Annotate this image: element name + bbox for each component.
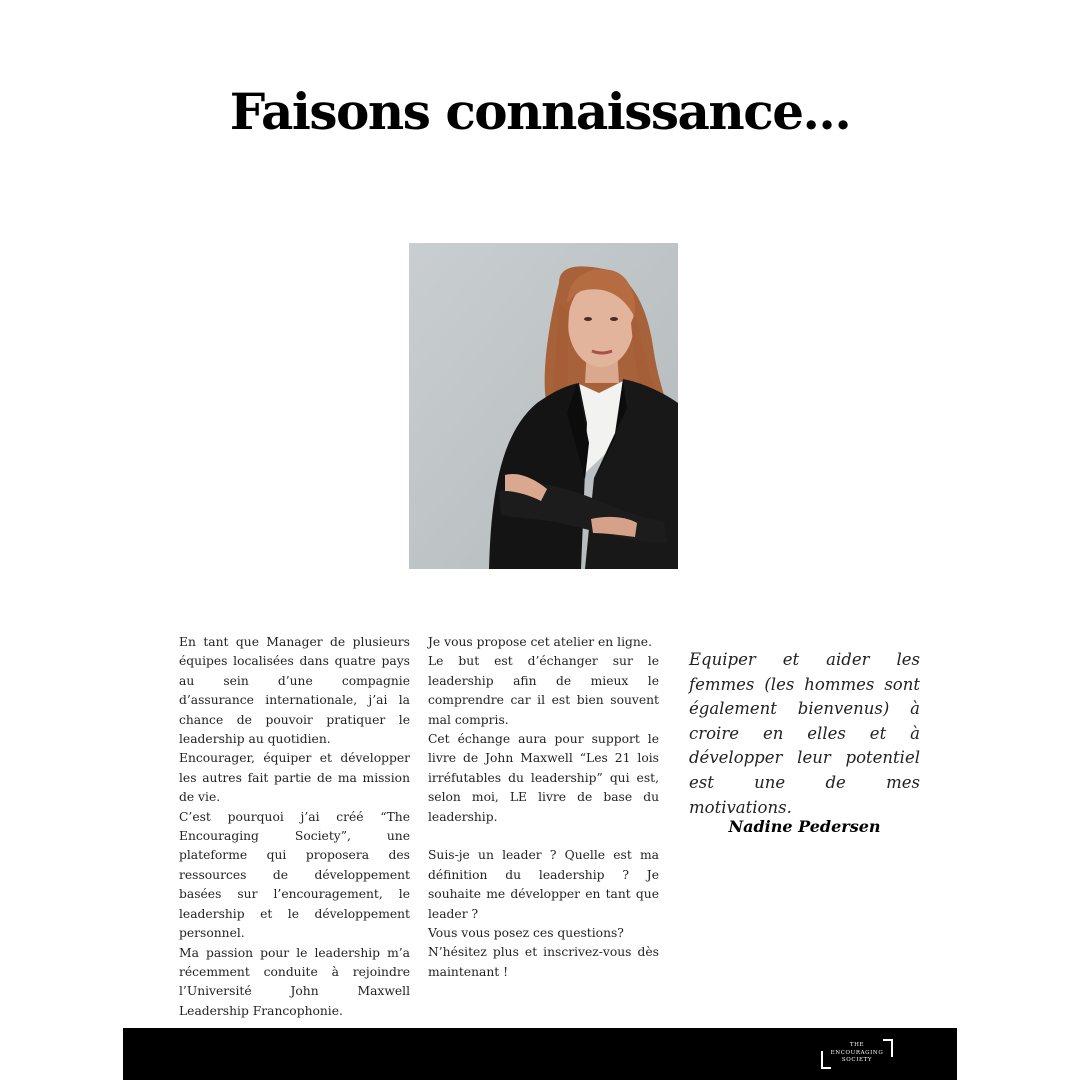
logo-text xyxy=(821,1042,893,1065)
portrait-illustration xyxy=(409,243,678,569)
logo-line: THE xyxy=(849,1042,865,1048)
motivation-quote: Equiper et aider les femmes (les hommes sont également bienvenus) à croire en elles et à développer leur potentiel est une de mes motivations. xyxy=(689,650,920,817)
paragraph: Suis-je un leader ? Quelle est ma définition du leadership ? Je souhaite me développer en tant que leader ? xyxy=(428,848,659,921)
encouraging-society-logo xyxy=(821,1039,893,1069)
paragraph: Le but est d’échanger sur le leadership afin de mieux le comprendre car il est bien souvent mal compris. xyxy=(428,654,659,727)
paragraph: En tant que Manager de plusieurs équipes localisées dans quatre pays au sein d’une compagnie d’assurance internationale, j’ai la chance de pouvoir pratiquer le leadership au quotidien. xyxy=(179,635,410,747)
paragraph-spacer xyxy=(428,827,659,846)
logo-line: SOCIETY xyxy=(841,1057,873,1063)
intro-column-middle xyxy=(428,633,659,982)
portrait-photo xyxy=(409,243,678,569)
paragraph: Je vous propose cet atelier en ligne. xyxy=(428,635,652,649)
page-title: Faisons connaissance... xyxy=(229,82,851,141)
logo-line: ENCOURAGING xyxy=(830,1049,884,1056)
paragraph: N’hésitez plus et inscrivez-vous dès maintenant ! xyxy=(428,945,659,979)
intro-column-left xyxy=(179,633,410,1021)
paragraph: Ma passion pour le leadership m’a récemment conduite à rejoindre l’Université John Maxwell Leadership Francophonie. xyxy=(179,945,410,1018)
paragraph: C’est pourquoi j’ai créé “The Encouraging Society”, une plateforme qui proposera des ressources de développement basées sur l’encouragement, le leadership et le développement personnel. xyxy=(179,809,410,941)
footer-bar xyxy=(123,1028,957,1080)
paragraph: Vous vous posez ces questions? xyxy=(428,926,624,941)
paragraph: Encourager, équiper et développer les autres fait partie de ma mission de vie. xyxy=(179,751,410,805)
paragraph: Cet échange aura pour support le livre de John Maxwell “Les 21 lois irréfutables du leadership” qui est, selon moi, LE livre de base du leadership. xyxy=(428,732,659,824)
author-signature: Nadine Pedersen xyxy=(728,817,881,836)
